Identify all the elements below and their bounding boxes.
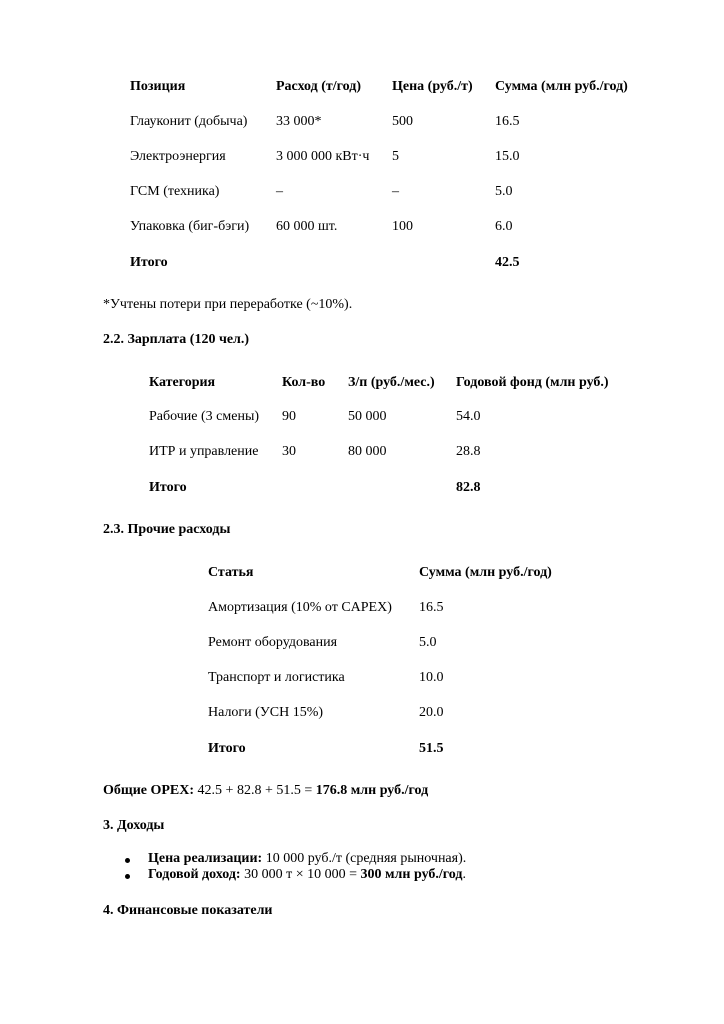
table-cell: 3 000 000 кВт·ч: [276, 149, 370, 164]
list-item-tail: .: [462, 867, 466, 882]
table-header-cell: З/п (руб./мес.): [348, 375, 435, 390]
table-cell: Рабочие (3 смены): [149, 409, 260, 424]
table-cell: 5: [392, 149, 399, 164]
table-cell: 15.0: [495, 149, 520, 164]
table-header-cell: Кол-во: [282, 375, 326, 390]
opex-label: Общие OPEX:: [103, 783, 195, 798]
table-cell: Амортизация (10% от CAPEX): [208, 600, 392, 615]
table-cell: 10.0: [419, 670, 444, 685]
table-header-cell: Расход (т/год): [276, 79, 362, 94]
table-header-cell: Статья: [208, 565, 254, 580]
table-cell: ИТР и управление: [149, 444, 259, 459]
section-heading: 2.2. Зарплата (120 чел.): [103, 332, 250, 347]
table-cell: ГСМ (техника): [130, 184, 220, 199]
table-cell: 20.0: [419, 705, 444, 720]
table-total-value: 42.5: [495, 255, 520, 270]
footnote: *Учтены потери при переработке (~10%).: [103, 297, 353, 312]
table-cell: 60 000 шт.: [276, 219, 338, 234]
table-header-cell: Цена (руб./т): [392, 79, 473, 94]
table-cell: 33 000*: [276, 114, 322, 129]
bullet-icon: [125, 874, 130, 879]
table-cell: Транспорт и логистика: [208, 670, 345, 685]
table-cell: Глауконит (добыча): [130, 114, 248, 129]
table-cell: 16.5: [419, 600, 444, 615]
table-header-cell: Категория: [149, 375, 216, 390]
table-cell: 50 000: [348, 409, 387, 424]
table-cell: Упаковка (биг-бэги): [130, 219, 250, 234]
table-cell: Налоги (УСН 15%): [208, 705, 324, 720]
table-total-label: Итого: [149, 480, 187, 495]
table-cell: 28.8: [456, 444, 481, 459]
table-cell: 100: [392, 219, 413, 234]
table-total-label: Итого: [208, 741, 246, 756]
list-item-label: Годовой доход:: [148, 867, 241, 882]
opex-result: 176.8 млн руб./год: [315, 783, 429, 798]
bullet-icon: [125, 858, 130, 863]
list-item: [148, 851, 466, 867]
table-cell: Электроэнергия: [130, 149, 226, 164]
table-cell: 30: [282, 444, 296, 459]
table-cell: 500: [392, 114, 413, 129]
table-cell: Ремонт оборудования: [208, 635, 338, 650]
opex-summary: [103, 783, 428, 799]
table-total-label: Итого: [130, 255, 168, 270]
table-cell: –: [276, 184, 283, 199]
opex-formula: 42.5 + 82.8 + 51.5 =: [197, 783, 313, 798]
table-cell: 5.0: [419, 635, 437, 650]
list-item-bold-value: 300 млн руб./год: [360, 867, 463, 882]
table-header-cell: Позиция: [130, 79, 186, 94]
list-item-label: Цена реализации:: [148, 851, 263, 866]
list-item-text: 10 000 руб./т (средняя рыночная).: [265, 851, 467, 866]
list-item-text: 30 000 т × 10 000 =: [244, 867, 358, 882]
section-heading: 4. Финансовые показатели: [103, 903, 273, 918]
table-cell: 54.0: [456, 409, 481, 424]
table-cell: 80 000: [348, 444, 387, 459]
table-cell: 16.5: [495, 114, 520, 129]
table-total-value: 82.8: [456, 480, 481, 495]
section-heading: 2.3. Прочие расходы: [103, 522, 231, 537]
table-header-cell: Сумма (млн руб./год): [495, 79, 628, 94]
table-cell: –: [392, 184, 399, 199]
table-total-value: 51.5: [419, 741, 444, 756]
table-cell: 6.0: [495, 219, 513, 234]
table-cell: 90: [282, 409, 296, 424]
table-cell: 5.0: [495, 184, 513, 199]
list-item: [148, 867, 466, 883]
table-header-cell: Годовой фонд (млн руб.): [456, 375, 609, 390]
section-heading: 3. Доходы: [103, 818, 165, 833]
table-header-cell: Сумма (млн руб./год): [419, 565, 552, 580]
